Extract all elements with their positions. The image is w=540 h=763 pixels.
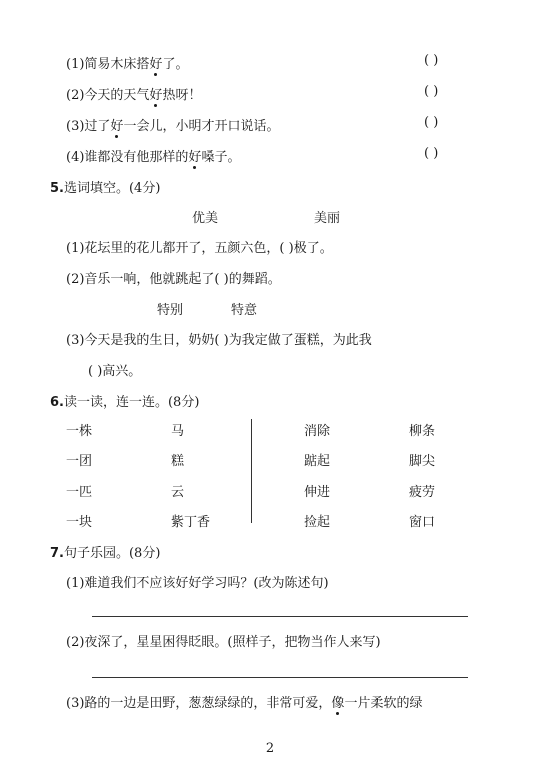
verb-word[interactable]: 踮起 <box>304 454 331 469</box>
section7-question-2: (2)夜深了，星星困得眨眼。(照样子，把物当作人来写) <box>66 635 381 650</box>
measure-word[interactable]: 一株 <box>66 424 93 439</box>
object-word[interactable]: 脚尖 <box>409 454 436 469</box>
emphasis-dot-char: 像 <box>331 692 344 711</box>
emphasis-dot-char: 好 <box>110 115 123 134</box>
answer-line-2[interactable] <box>92 677 468 678</box>
emphasis-dot-char: 好 <box>149 53 162 72</box>
section4-item-2-pre: (2)今天的天气 <box>66 88 150 103</box>
section7-title: 句子乐园。(8分) <box>63 546 161 561</box>
section7-heading <box>50 542 160 561</box>
emphasis-dot-char: 好 <box>149 84 162 103</box>
section4-item-4 <box>66 146 240 165</box>
section5-heading <box>50 177 160 196</box>
section4-item-3-post: 一会儿，小明才开口说话。 <box>123 119 280 134</box>
noun-word[interactable]: 马 <box>171 424 185 439</box>
section5-question-3a: (3)今天是我的生日，奶奶( )为我定做了蛋糕，为此我 <box>66 333 372 348</box>
section4-item-1-pre: (1)简易木床搭 <box>66 57 150 72</box>
verb-word[interactable]: 捡起 <box>304 515 331 530</box>
section6-heading <box>50 391 199 410</box>
section4-item-3-pre: (3)过了 <box>66 119 111 134</box>
section4-item-3 <box>66 115 279 134</box>
page-number: 2 <box>265 741 275 756</box>
section5-number: 5. <box>50 181 64 196</box>
measure-word[interactable]: 一匹 <box>66 485 93 500</box>
object-word[interactable]: 疲劳 <box>409 485 436 500</box>
measure-word[interactable]: 一团 <box>66 454 93 469</box>
verb-word[interactable]: 消除 <box>304 424 331 439</box>
section6-title: 读一读，连一连。(8分) <box>63 395 200 410</box>
word-choice-2a: 特别 <box>157 303 184 318</box>
section4-item-4-pre: (4)谁都没有他那样的 <box>66 150 189 165</box>
section4-item-4-post: 嗓子。 <box>201 150 241 165</box>
section5-question-3b: ( )高兴。 <box>88 364 142 379</box>
section7-question-3-post: 一片柔软的绿 <box>344 696 423 711</box>
section4-item-1 <box>66 53 188 72</box>
section7-question-1: (1)难道我们不应该好好学习吗？(改为陈述句) <box>66 576 329 591</box>
answer-paren-4[interactable]: ( ) <box>424 146 439 161</box>
object-word[interactable]: 窗口 <box>409 515 436 530</box>
section5-question-1: (1)花坛里的花儿都开了，五颜六色，( )极了。 <box>66 241 333 256</box>
section5-title: 选词填空。(4分) <box>63 181 161 196</box>
section7-question-3 <box>66 692 422 711</box>
object-word[interactable]: 柳条 <box>409 424 436 439</box>
section7-number: 7. <box>50 546 64 561</box>
section4-item-2 <box>66 84 201 103</box>
noun-word[interactable]: 糕 <box>171 454 185 469</box>
column-divider <box>251 419 252 523</box>
section6-number: 6. <box>50 395 64 410</box>
word-choice-2b: 特意 <box>231 303 258 318</box>
word-choice-1b: 美丽 <box>314 211 341 226</box>
noun-word[interactable]: 紫丁香 <box>171 515 211 530</box>
answer-paren-2[interactable]: ( ) <box>424 84 439 99</box>
noun-word[interactable]: 云 <box>171 485 185 500</box>
section5-question-2: (2)音乐一响，他就跳起了( )的舞蹈。 <box>66 272 281 287</box>
verb-word[interactable]: 伸进 <box>304 485 331 500</box>
answer-paren-3[interactable]: ( ) <box>424 115 439 130</box>
section4-item-1-post: 了。 <box>162 57 189 72</box>
emphasis-dot-char: 好 <box>188 146 201 165</box>
answer-paren-1[interactable]: ( ) <box>424 53 439 68</box>
word-choice-1a: 优美 <box>192 211 219 226</box>
section4-item-2-post: 热呀！ <box>162 88 202 103</box>
section7-question-3-pre: (3)路的一边是田野，葱葱绿绿的，非常可爱， <box>66 696 332 711</box>
answer-line-1[interactable] <box>92 616 468 617</box>
measure-word[interactable]: 一块 <box>66 515 93 530</box>
